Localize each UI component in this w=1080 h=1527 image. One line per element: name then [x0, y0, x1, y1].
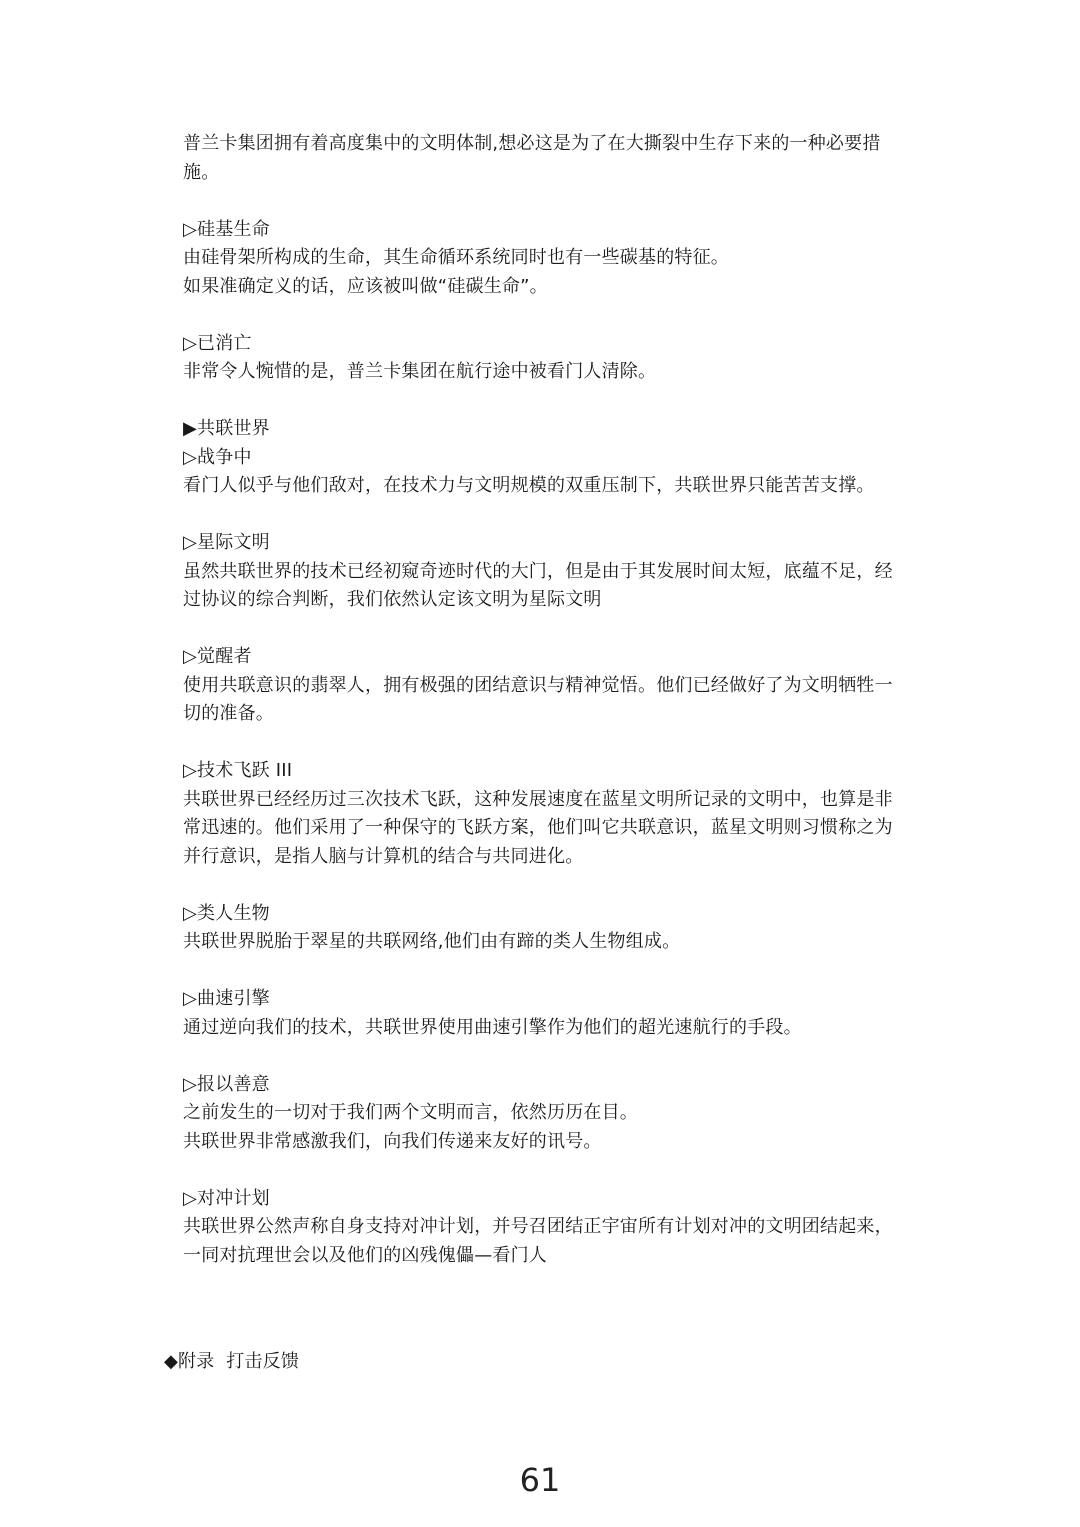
intro-line-1: 普兰卡集团拥有着高度集中的文明体制,想必这是为了在大撕裂中生存下来的一种必要措	[183, 133, 881, 154]
section-heading-tech-leap: ▷技术飞跃 III	[183, 760, 293, 781]
paragraph-gap	[183, 301, 923, 330]
goodwill-line-2: 共联世界非常感激我们，向我们传递来友好的讯号。	[183, 1130, 602, 1152]
section-heading-interstellar: ▷星际文明	[183, 532, 270, 553]
paragraph-gap	[183, 957, 923, 986]
section-heading-awakened: ▷觉醒者	[183, 646, 252, 667]
hedge-plan-line-1: 共联世界公然声称自身支持对冲计划，并号召团结正宇宙所有计划对冲的文明团结起来，	[183, 1216, 893, 1237]
paragraph-gap	[183, 187, 923, 216]
paragraph-gap	[183, 501, 923, 530]
page-number: 61	[519, 1461, 561, 1499]
warp-line-1: 通过逆向我们的技术，共联世界使用曲速引擎作为他们的超光速航行的手段。	[183, 1016, 802, 1038]
paragraph-gap	[183, 871, 923, 900]
awakened-line-2: 切的准备。	[183, 703, 274, 724]
section-heading-hedge-plan: ▷对冲计划	[183, 1187, 270, 1209]
section-heading-extinct: ▷已消亡	[183, 332, 252, 354]
war-line-1: 看门人似乎与他们敌对，在技术力与文明规模的双重压制下，共联世界只能苦苦支撑。	[183, 475, 875, 496]
section-heading-war: ▷战争中	[183, 446, 252, 468]
silicon-line-2: 如果准确定义的话，应该被叫做“硅碳生命”。	[183, 275, 548, 297]
hedge-plan-line-2: 一同对抗理世会以及他们的凶残傀儡—看门人	[183, 1244, 547, 1266]
interstellar-line-1: 虽然共联世界的技术已经初窥奇迹时代的大门，但是由于其发展时间太短，底蕴不足，经	[183, 560, 893, 582]
section-heading-warp: ▷曲速引擎	[183, 988, 270, 1009]
paragraph-gap	[183, 1156, 923, 1185]
awakened-line-1: 使用共联意识的翡翠人，拥有极强的团结意识与精神觉悟。他们已经做好了为文明牺牲一	[183, 674, 893, 696]
paragraph-gap	[183, 387, 923, 416]
tech-leap-line-2: 常迅速的。他们采用了一种保守的飞跃方案，他们叫它共联意识，蓝星文明则习惯称之为	[183, 817, 893, 838]
section-heading-goodwill: ▷报以善意	[183, 1073, 270, 1095]
section-heading-humanoid: ▷类人生物	[183, 902, 270, 924]
humanoid-line-1: 共联世界脱胎于翠星的共联网络,他们由有蹄的类人生物组成。	[183, 931, 681, 952]
goodwill-line-1: 之前发生的一切对于我们两个文明而言，依然历历在目。	[183, 1102, 638, 1123]
intro-line-2: 施。	[183, 161, 220, 183]
appendix-heading: ◆附录 打击反馈	[164, 1351, 300, 1372]
body-text	[183, 130, 923, 1270]
paragraph-gap	[183, 1042, 923, 1071]
paragraph-gap	[183, 729, 923, 758]
section-heading-united-world: ▶共联世界	[183, 418, 270, 439]
section-heading-silicon: ▷硅基生命	[183, 218, 270, 240]
tech-leap-line-3: 并行意识，是指人脑与计算机的结合与共同进化。	[183, 845, 584, 867]
paragraph-gap	[183, 615, 923, 644]
silicon-line-1: 由硅骨架所构成的生命，其生命循环系统同时也有一些碳基的特征。	[183, 247, 729, 268]
interstellar-line-2: 过协议的综合判断，我们依然认定该文明为星际文明	[183, 589, 602, 610]
extinct-line-1: 非常令人惋惜的是，普兰卡集团在航行途中被看门人清除。	[183, 361, 657, 382]
tech-leap-line-1: 共联世界已经经历过三次技术飞跃，这种发展速度在蓝星文明所记录的文明中，也算是非	[183, 788, 893, 810]
